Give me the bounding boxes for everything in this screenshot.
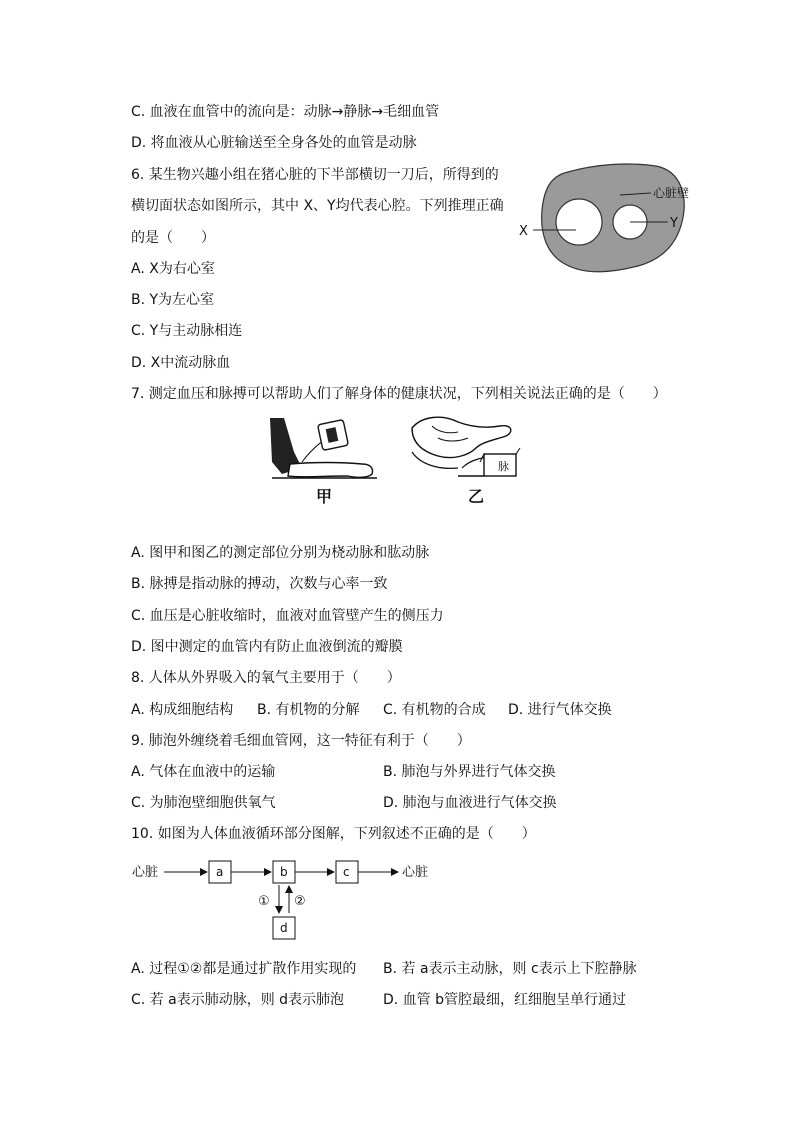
q9-option-a: A. 气体在血液中的运输 [131, 764, 276, 780]
arrow-2-label: ② [294, 894, 306, 909]
q6-option-d: D. X中流动脉血 [131, 355, 231, 371]
q10-option-a: A. 过程①②都是通过扩散作用实现的 [131, 961, 357, 977]
figure-jia-arm [270, 418, 377, 478]
q7-option-c: C. 血压是心脏收缩时，血液对血管壁产生的侧压力 [131, 608, 444, 624]
wall-label: 心脏壁 [653, 186, 690, 200]
q9-option-c: C. 为肺泡壁细胞供氧气 [131, 795, 276, 811]
q9-stem: 9. 肺泡外缠绕着毛细血管网，这一特征有利于（ ） [131, 733, 471, 749]
q8-option-a: A. 构成细胞结构 [131, 702, 234, 718]
q9-option-d: D. 肺泡与血液进行气体交换 [383, 795, 557, 811]
q7-stem: 7. 测定血压和脉搏可以帮助人们了解身体的健康状况，下列相关说法正确的是（ ） [131, 386, 667, 402]
q5-option-d: D. 将血液从心脏输送至全身各处的血管是动脉 [131, 135, 417, 151]
q6-option-b: B. Y为左心室 [131, 292, 215, 308]
q7-option-d: D. 图中测定的血管内有防止血液倒流的瓣膜 [131, 639, 403, 655]
q10-option-d: D. 血管 b管腔最细，红细胞呈单行通过 [383, 992, 627, 1008]
q5-option-c: C. 血液在血管中的流向是：动脉→静脉→毛细血管 [131, 104, 440, 120]
circulation-diagram [128, 855, 448, 947]
y-label: Y [670, 216, 678, 231]
box-a-label: a [216, 865, 224, 879]
q8-option-d: D. 进行气体交换 [508, 702, 612, 718]
pulse-measurement-figure [262, 412, 532, 507]
heart-cross-section-figure [510, 160, 700, 280]
q6-stem-line3: 的是（ ） [131, 230, 215, 246]
q10-option-c: C. 若 a表示肺动脉，则 d表示肺泡 [131, 992, 345, 1008]
q9-option-b: B. 肺泡与外界进行气体交换 [383, 764, 556, 780]
q8-option-c: C. 有机物的合成 [383, 702, 486, 718]
q6-option-a: A. X为右心室 [131, 261, 215, 277]
box-d-label: d [280, 921, 288, 935]
q7-option-a: A. 图甲和图乙的测定部位分别为桡动脉和肱动脉 [131, 545, 430, 561]
q8-option-b: B. 有机物的分解 [257, 702, 360, 718]
box-b-label: b [280, 865, 288, 879]
arrow-1-label: ① [258, 894, 270, 909]
label-jia: 甲 [316, 487, 333, 506]
q8-stem: 8. 人体从外界吸入的氧气主要用于（ ） [131, 670, 401, 686]
q6-option-c: C. Y与主动脉相连 [131, 323, 243, 339]
q6-stem-line1: 6. 某生物兴趣小组在猪心脏的下半部横切一刀后，所得到的 [131, 167, 499, 183]
box-c-label: c [343, 865, 350, 879]
q10-option-b: B. 若 a表示主动脉，则 c表示上下腔静脉 [383, 961, 637, 977]
q10-stem: 10. 如图为人体血液循环部分图解，下列叙述不正确的是（ ） [131, 826, 536, 842]
heart-label-right: 心脏 [402, 865, 429, 880]
heart-label-left: 心脏 [132, 865, 159, 880]
x-label: X [519, 224, 528, 239]
box-label: 脉 [498, 460, 509, 473]
q7-option-b: B. 脉搏是指动脉的搏动，次数与心率一致 [131, 576, 388, 592]
q6-stem-line2: 横切面状态如图所示，其中 X、Y均代表心腔。下列推理正确 [131, 198, 504, 214]
chamber-x [556, 199, 602, 245]
label-yi: 乙 [468, 487, 485, 506]
